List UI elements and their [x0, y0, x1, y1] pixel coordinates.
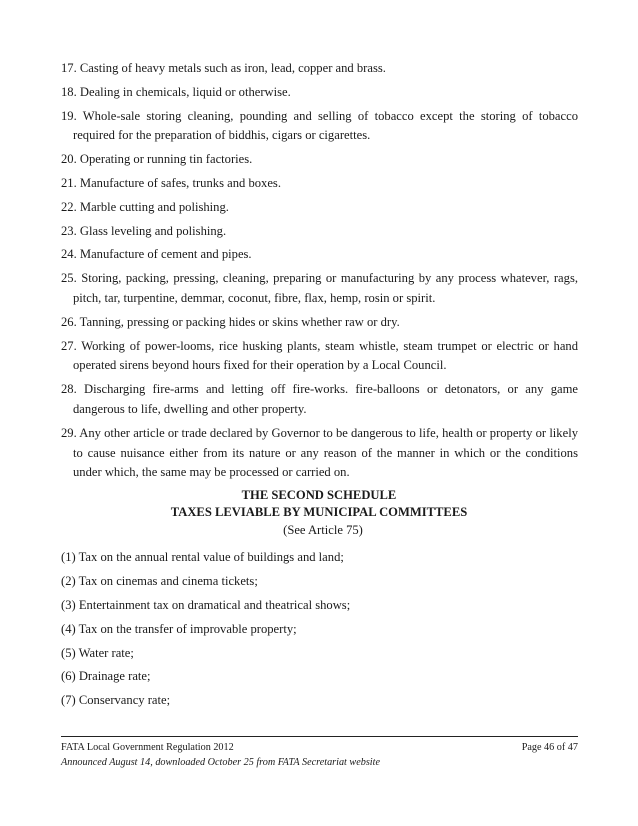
list-item: (5) Water rate; — [61, 645, 134, 660]
taxes-list — [61, 548, 578, 715]
list-item: 17. Casting of heavy metals such as iron, lead, copper and brass. — [61, 61, 386, 75]
list-item: 20. Operating or running tin factories. — [61, 152, 253, 167]
list-item: (6) Drainage rate; — [61, 669, 151, 684]
list-item: 25. Storing, packing, pressing, cleaning, preparing or manufacturing by any process whatever, rags, pitch, tar, turpentine, demmar, coconut, fibre, flax, hemp, rosin or spirit. — [61, 271, 578, 305]
list-item: 19. Whole-sale storing cleaning, pounding and selling of tobacco except the storing of tobacco required for the preparation of biddhis, cigars or cigarettes. — [61, 108, 578, 143]
list-item: 29. Any other article or trade declared by Governor to be dangerous to life, health or property or likely to cause nuisance either from its nature or any reason of the manner in which or the conditions under which, the same may be processed or carried on. — [61, 425, 578, 480]
schedule-reference: (See Article 75) — [283, 523, 363, 537]
trades-list — [61, 59, 578, 487]
list-item: 23. Glass leveling and polishing. — [61, 223, 227, 238]
list-item: 26. Tanning, pressing or packing hides or skins whether raw or dry. — [61, 314, 400, 329]
footer-divider — [61, 736, 578, 737]
list-item: (4) Tax on the transfer of improvable property; — [61, 621, 297, 636]
list-item: (3) Entertainment tax on dramatical and theatrical shows; — [61, 597, 351, 612]
list-item: 18. Dealing in chemicals, liquid or otherwise. — [61, 84, 291, 99]
schedule-subtitle: TAXES LEVIABLE BY MUNICIPAL COMMITTEES — [170, 505, 468, 519]
list-item: 22. Marble cutting and polishing. — [61, 199, 229, 214]
footer-source-note: Announced August 14, downloaded October 25 from FATA Secretariat website — [61, 757, 380, 768]
schedule-title: THE SECOND SCHEDULE — [241, 488, 397, 502]
list-item: 21. Manufacture of safes, trunks and boxes. — [61, 175, 281, 190]
list-item: (1) Tax on the annual rental value of buildings and land; — [61, 550, 344, 564]
list-item: 24. Manufacture of cement and pipes. — [61, 247, 252, 262]
list-item: 28. Discharging fire-arms and letting off fire-works. fire-balloons or detonators, or any game dangerous to life, dwelling and other property. — [61, 382, 578, 416]
schedule-heading — [0, 487, 638, 539]
list-item: (2) Tax on cinemas and cinema tickets; — [61, 573, 258, 588]
footer-document-title: FATA Local Government Regulation 2012 — [61, 742, 234, 753]
page-number: Page 46 of 47 — [521, 742, 578, 753]
list-item: (7) Conservancy rate; — [61, 693, 171, 708]
list-item: 27. Working of power-looms, rice husking plants, steam whistle, steam trumpet or electric or hand operated sirens beyond hours fixed for their operation by a Local Council. — [61, 338, 578, 373]
